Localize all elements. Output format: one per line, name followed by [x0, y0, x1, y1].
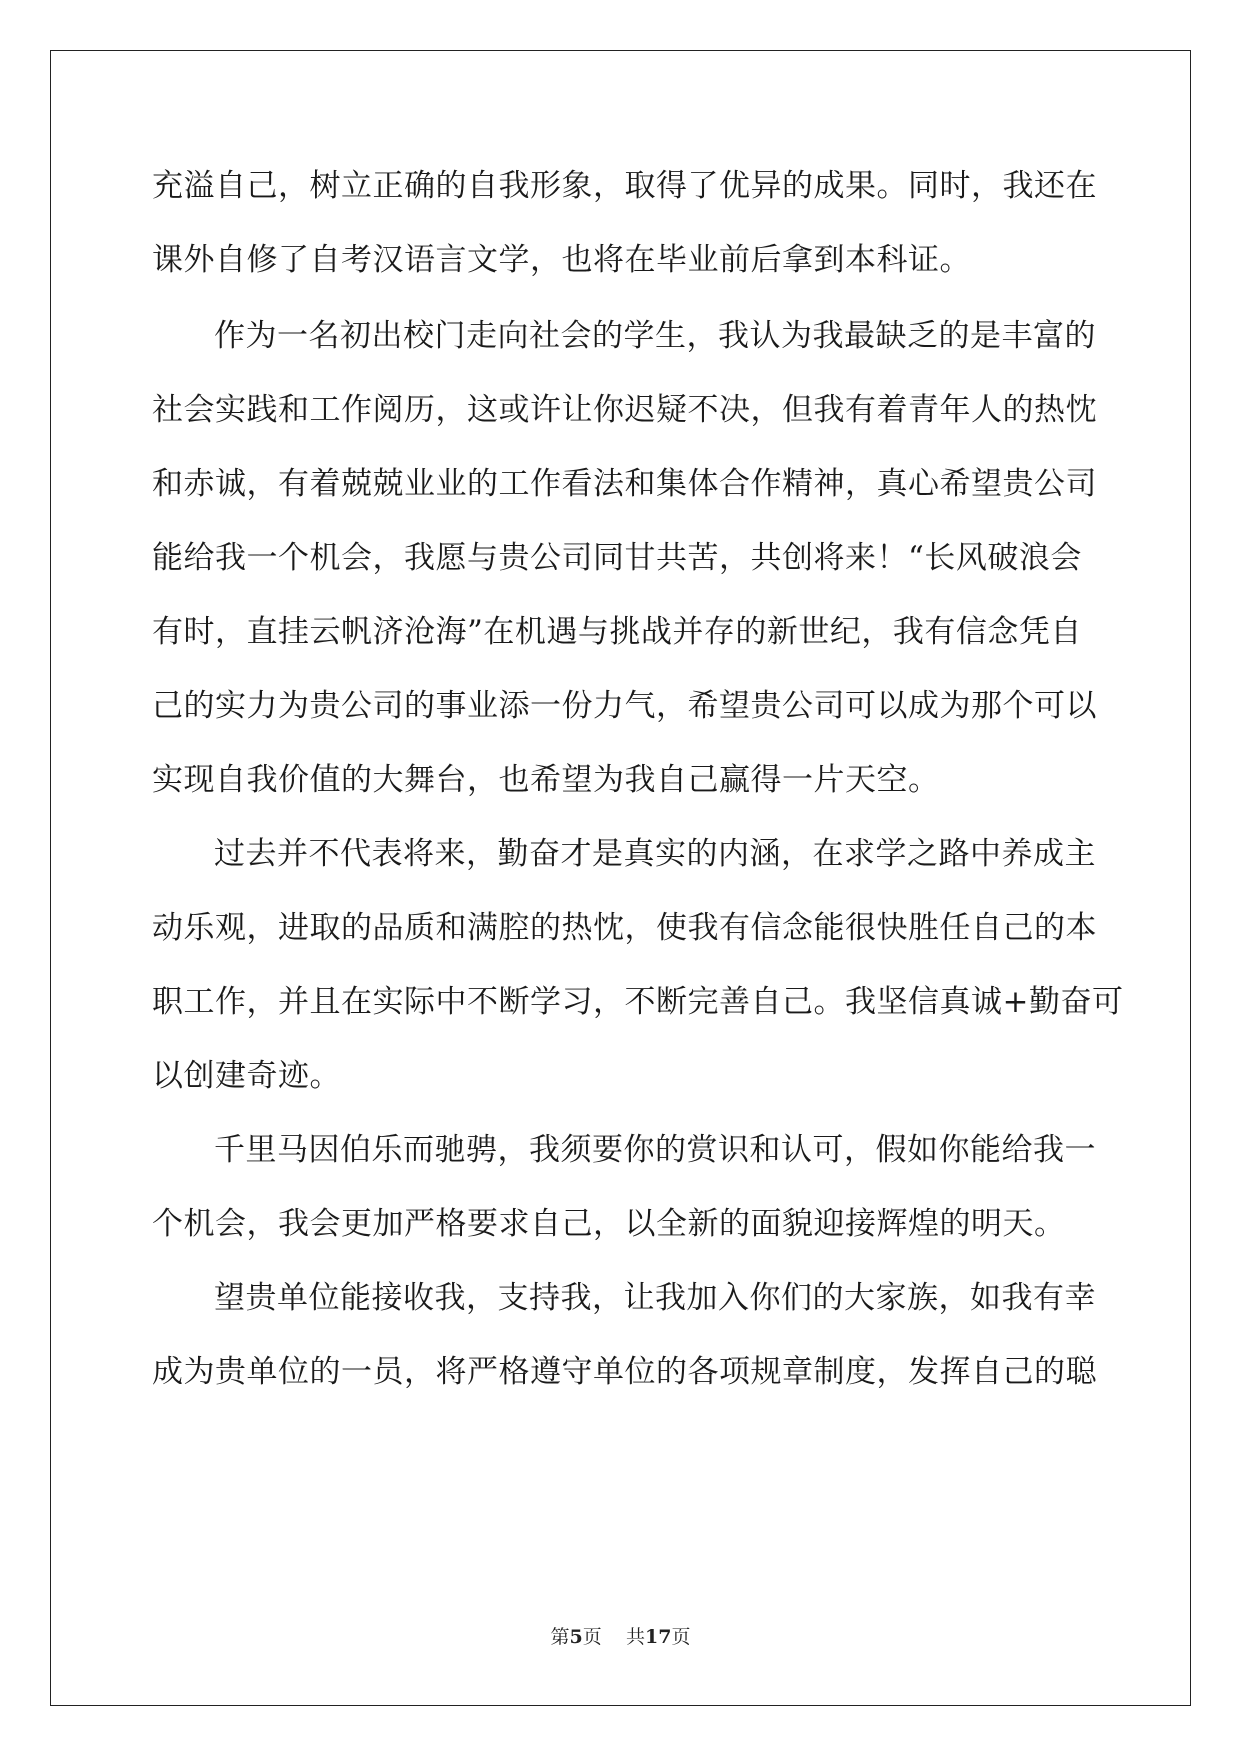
- text-line-13: 以创建奇迹。: [152, 1058, 341, 1094]
- text-line-7: 有时，直挂云帆济沧海”在机遇与挑战并存的新世纪，我有信念凭自: [152, 614, 1082, 650]
- text-line-2: 课外自修了自考汉语言文学，也将在毕业前后拿到本科证。: [152, 242, 971, 278]
- footer-total-suffix: 页: [671, 1626, 691, 1648]
- text-line-15: 个机会，我会更加严格要求自己，以全新的面貌迎接辉煌的明天。: [152, 1206, 1066, 1242]
- text-line-8: 己的实力为贵公司的事业添一份力气，希望贵公司可以成为那个可以: [152, 688, 1097, 724]
- page-footer: [0, 1625, 1241, 1649]
- paragraph-start-line-3: 作为一名初出校门走向社会的学生，我认为我最缺乏的是丰富的: [214, 318, 1096, 354]
- text-line-12: 职工作，并且在实际中不断学习，不断完善自己。我坚信真诚+勤奋可: [152, 984, 1124, 1020]
- paragraph-start-line-14: 千里马因伯乐而驰骋，我须要你的赏识和认可，假如你能给我一: [214, 1132, 1096, 1168]
- footer-page-number: 5: [569, 1626, 583, 1648]
- text-line-17: 成为贵单位的一员，将严格遵守单位的各项规章制度，发挥自己的聪: [152, 1354, 1097, 1390]
- text-line-9: 实现自我价值的大舞台，也希望为我自己赢得一片天空。: [152, 762, 940, 798]
- footer-page-suffix: 页: [582, 1626, 602, 1648]
- paragraph-start-line-10: 过去并不代表将来，勤奋才是真实的内涵，在求学之路中养成主: [214, 836, 1096, 872]
- page-border: [50, 50, 1191, 1706]
- text-line-4: 社会实践和工作阅历，这或许让你迟疑不决，但我有着青年人的热忱: [152, 392, 1097, 428]
- text-line-5: 和赤诚，有着兢兢业业的工作看法和集体合作精神，真心希望贵公司: [152, 466, 1097, 502]
- text-line-1: 充溢自己，树立正确的自我形象，取得了优异的成果。同时，我还在: [152, 168, 1097, 204]
- footer-total-prefix: 共: [625, 1626, 645, 1648]
- paragraph-start-line-16: 望贵单位能接收我，支持我，让我加入你们的大家族，如我有幸: [214, 1280, 1096, 1316]
- footer-total-pages: 17: [644, 1626, 672, 1648]
- footer-page-prefix: 第: [550, 1626, 570, 1648]
- text-line-11: 动乐观，进取的品质和满腔的热忱，使我有信念能很快胜任自己的本: [152, 910, 1097, 946]
- text-line-6: 能给我一个机会，我愿与贵公司同甘共苦，共创将来！“长风破浪会: [152, 540, 1082, 576]
